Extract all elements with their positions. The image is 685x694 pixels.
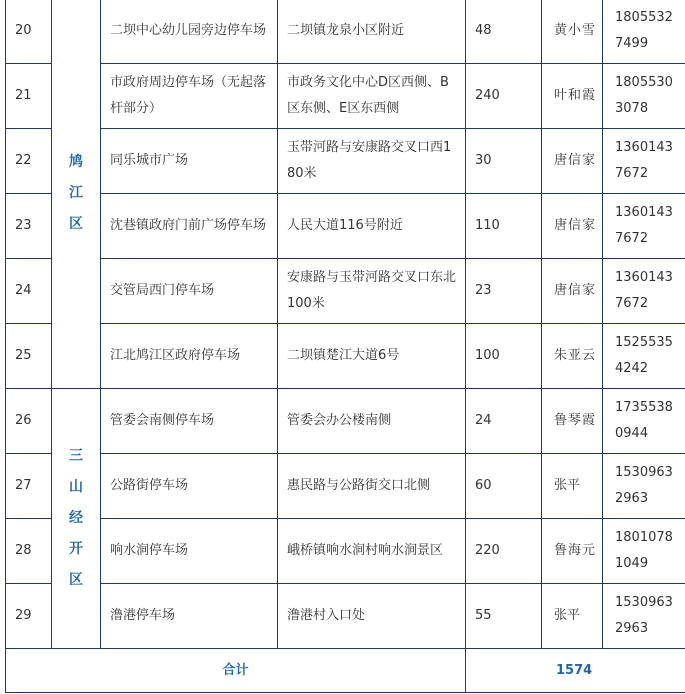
parking-location: 峨桥镇响水涧村响水涧景区	[278, 519, 466, 584]
parking-name: 响水涧停车场	[101, 519, 278, 584]
row-number: 20	[6, 0, 52, 64]
row-number: 23	[6, 194, 52, 259]
parking-name: 江北鸠江区政府停车场	[101, 324, 278, 389]
parking-location: 安康路与玉带河路交叉口东北100米	[278, 259, 466, 324]
parking-name: 公路街停车场	[101, 454, 278, 519]
row-number: 21	[6, 64, 52, 129]
contact-person: 唐信家	[542, 194, 603, 259]
table-row	[6, 584, 685, 649]
parking-spaces: 30	[466, 129, 542, 194]
parking-location: 玉带河路与安康路交叉口西180米	[278, 129, 466, 194]
row-number: 22	[6, 129, 52, 194]
total-row	[6, 649, 685, 693]
contact-phone: 1805530 3078	[603, 64, 685, 129]
contact-phone: 1530963 2963	[603, 584, 685, 649]
row-number: 29	[6, 584, 52, 649]
row-number: 24	[6, 259, 52, 324]
table-row	[6, 454, 685, 519]
table-row	[6, 259, 685, 324]
district-cell-jiujiang	[52, 0, 101, 389]
district-cell-sanshan	[52, 389, 101, 649]
contact-person: 鲁海元	[542, 519, 603, 584]
table-row	[6, 389, 685, 454]
contact-phone: 1360143 7672	[603, 129, 685, 194]
contact-phone: 1530963 2963	[603, 454, 685, 519]
row-number: 25	[6, 324, 52, 389]
table-row	[6, 64, 685, 129]
contact-phone: 1525535 4242	[603, 324, 685, 389]
parking-spaces: 55	[466, 584, 542, 649]
parking-location: 二坝镇龙泉小区附近	[278, 0, 466, 64]
parking-location: 人民大道116号附近	[278, 194, 466, 259]
parking-name: 澛港停车场	[101, 584, 278, 649]
table-row	[6, 129, 685, 194]
parking-table	[5, 0, 685, 693]
contact-phone: 1360143 7672	[603, 194, 685, 259]
parking-spaces: 220	[466, 519, 542, 584]
contact-person: 朱亚云	[542, 324, 603, 389]
parking-location: 管委会办公楼南侧	[278, 389, 466, 454]
contact-person: 唐信家	[542, 259, 603, 324]
parking-location: 二坝镇楚江大道6号	[278, 324, 466, 389]
district-label: 鸠江区	[69, 154, 83, 232]
parking-location: 惠民路与公路街交口北侧	[278, 454, 466, 519]
contact-phone: 1801078 1049	[603, 519, 685, 584]
parking-location: 市政务文化中心D区西侧、B区东侧、E区东西侧	[278, 64, 466, 129]
total-label: 合计	[6, 649, 466, 693]
table-row	[6, 324, 685, 389]
parking-spaces: 60	[466, 454, 542, 519]
parking-spaces: 110	[466, 194, 542, 259]
table-row	[6, 0, 685, 64]
parking-name: 管委会南侧停车场	[101, 389, 278, 454]
parking-name: 同乐城市广场	[101, 129, 278, 194]
parking-spaces: 48	[466, 0, 542, 64]
contact-person: 张平	[542, 584, 603, 649]
parking-name: 交管局西门停车场	[101, 259, 278, 324]
contact-person: 张平	[542, 454, 603, 519]
row-number: 27	[6, 454, 52, 519]
total-value: 1574	[466, 649, 685, 693]
parking-name: 市政府周边停车场（无起落杆部分）	[101, 64, 278, 129]
table-row	[6, 519, 685, 584]
parking-location: 澛港村入口处	[278, 584, 466, 649]
contact-phone: 1360143 7672	[603, 259, 685, 324]
row-number: 28	[6, 519, 52, 584]
contact-person: 叶和霞	[542, 64, 603, 129]
parking-name: 二坝中心幼儿园旁边停车场	[101, 0, 278, 64]
district-label: 三山经开区	[69, 448, 83, 588]
parking-spaces: 24	[466, 389, 542, 454]
row-number: 26	[6, 389, 52, 454]
parking-spaces: 240	[466, 64, 542, 129]
contact-phone: 1735538 0944	[603, 389, 685, 454]
parking-spaces: 100	[466, 324, 542, 389]
contact-phone: 1805532 7499	[603, 0, 685, 64]
contact-person: 鲁琴霞	[542, 389, 603, 454]
contact-person: 黄小雪	[542, 0, 603, 64]
contact-person: 唐信家	[542, 129, 603, 194]
parking-spaces: 23	[466, 259, 542, 324]
parking-name: 沈巷镇政府门前广场停车场	[101, 194, 278, 259]
table-row	[6, 194, 685, 259]
